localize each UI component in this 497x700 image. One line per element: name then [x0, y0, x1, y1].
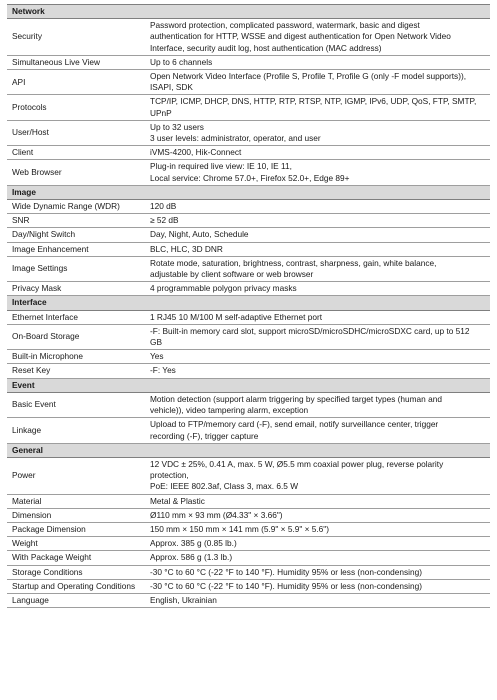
spec-table — [7, 4, 490, 608]
spec-key: Language — [7, 593, 147, 607]
spec-row — [7, 364, 490, 378]
spec-value — [147, 55, 490, 69]
spec-value-line: protection, — [150, 470, 189, 481]
spec-value-line: 150 mm × 150 mm × 141 mm (5.9" × 5.9" × 5.6") — [150, 523, 330, 534]
spec-value — [147, 120, 490, 145]
spec-value — [147, 579, 490, 593]
spec-value — [147, 282, 490, 296]
spec-value-line: Local service: Chrome 57.0+, Firefox 52.0+, Edge 89+ — [150, 172, 350, 183]
spec-value-line: 3 user levels: administrator, operator, and user — [150, 133, 321, 144]
spec-value-line: Upload to FTP/memory card (-F), send email, notify surveillance center, trigger — [150, 419, 439, 430]
spec-key: Weight — [7, 537, 147, 551]
spec-table-body — [7, 5, 490, 608]
spec-row — [7, 228, 490, 242]
spec-value-line: GB — [150, 337, 162, 348]
spec-value — [147, 350, 490, 364]
spec-value-line: Day, Night, Auto, Schedule — [150, 229, 249, 240]
spec-key: With Package Weight — [7, 551, 147, 565]
section-title: Network — [7, 5, 490, 19]
spec-value-line: Ø110 mm × 93 mm (Ø4.33" × 3.66") — [150, 509, 283, 520]
spec-key: Simultaneous Live View — [7, 55, 147, 69]
spec-row — [7, 19, 490, 56]
spec-row — [7, 593, 490, 607]
spec-key: API — [7, 70, 147, 95]
spec-key: User/Host — [7, 120, 147, 145]
spec-value — [147, 418, 490, 443]
section-header — [7, 443, 490, 457]
spec-value-line: Motion detection (support alarm triggering by specified target types (human and — [150, 393, 442, 404]
section-title: General — [7, 443, 490, 457]
spec-row — [7, 350, 490, 364]
spec-value-line: Yes — [150, 351, 164, 362]
spec-value — [147, 200, 490, 214]
spec-value — [147, 19, 490, 56]
spec-key: Wide Dynamic Range (WDR) — [7, 200, 147, 214]
spec-value-line: English, Ukrainian — [150, 594, 217, 605]
spec-value-line: 120 dB — [150, 201, 177, 212]
spec-value-line: -F: Yes — [150, 365, 176, 376]
spec-key: Basic Event — [7, 392, 147, 417]
section-title: Interface — [7, 296, 490, 310]
spec-key: Package Dimension — [7, 522, 147, 536]
spec-value — [147, 494, 490, 508]
spec-key: Linkage — [7, 418, 147, 443]
spec-row — [7, 508, 490, 522]
spec-value-line: TCP/IP, ICMP, DHCP, DNS, HTTP, RTP, RTSP, NTP, IGMP, IPv6, UDP, QoS, FTP, SMTP, — [150, 96, 477, 107]
spec-value-line: 1 RJ45 10 M/100 M self-adaptive Ethernet port — [150, 311, 323, 322]
spec-key: SNR — [7, 214, 147, 228]
spec-value-line: iVMS-4200, Hik-Connect — [150, 147, 242, 158]
spec-key: Material — [7, 494, 147, 508]
spec-value — [147, 242, 490, 256]
spec-value-line: ISAPI, SDK — [150, 82, 193, 93]
spec-value — [147, 310, 490, 324]
spec-value-line: recording (-F), trigger capture — [150, 430, 259, 441]
spec-sheet — [7, 4, 490, 608]
spec-row — [7, 55, 490, 69]
spec-key: Startup and Operating Conditions — [7, 579, 147, 593]
spec-row — [7, 537, 490, 551]
spec-value — [147, 565, 490, 579]
spec-row — [7, 160, 490, 185]
spec-value — [147, 256, 490, 281]
spec-key: Security — [7, 19, 147, 56]
spec-value — [147, 364, 490, 378]
spec-value-line: 4 programmable polygon privacy masks — [150, 283, 297, 294]
spec-value-line: PoE: IEEE 802.3af, Class 3, max. 6.5 W — [150, 481, 299, 492]
spec-key: Power — [7, 457, 147, 494]
spec-row — [7, 146, 490, 160]
spec-row — [7, 418, 490, 443]
spec-value — [147, 160, 490, 185]
spec-value-line: Approx. 586 g (1.3 lb.) — [150, 552, 233, 563]
spec-value — [147, 392, 490, 417]
section-header — [7, 5, 490, 19]
spec-key: Dimension — [7, 508, 147, 522]
spec-row — [7, 392, 490, 417]
spec-value — [147, 537, 490, 551]
spec-value-line: vehicle)), video tampering alarm, exception — [150, 405, 309, 416]
section-header — [7, 378, 490, 392]
section-header — [7, 185, 490, 199]
spec-key: Storage Conditions — [7, 565, 147, 579]
section-title: Image — [7, 185, 490, 199]
spec-value — [147, 593, 490, 607]
spec-key: Image Enhancement — [7, 242, 147, 256]
spec-row — [7, 95, 490, 120]
spec-value-line: -F: Built-in memory card slot, support microSD/microSDHC/microSDXC card, up to 512 — [150, 325, 470, 336]
spec-row — [7, 565, 490, 579]
spec-key: Reset Key — [7, 364, 147, 378]
spec-row — [7, 457, 490, 494]
spec-value-line: ≥ 52 dB — [150, 215, 179, 226]
spec-value — [147, 522, 490, 536]
spec-value — [147, 146, 490, 160]
spec-row — [7, 551, 490, 565]
spec-row — [7, 242, 490, 256]
spec-key: Privacy Mask — [7, 282, 147, 296]
spec-value-line: Password protection, complicated password, watermark, basic and digest — [150, 20, 420, 31]
spec-value-line: Up to 6 channels — [150, 56, 213, 67]
spec-value-line: Metal & Plastic — [150, 495, 205, 506]
spec-key: Image Settings — [7, 256, 147, 281]
spec-value-line: Up to 32 users — [150, 121, 204, 132]
spec-row — [7, 214, 490, 228]
spec-value — [147, 70, 490, 95]
spec-key: Ethernet Interface — [7, 310, 147, 324]
spec-row — [7, 70, 490, 95]
spec-value-line: 12 VDC ± 25%, 0.41 A, max. 5 W, Ø5.5 mm coaxial power plug, reverse polarity — [150, 458, 444, 469]
spec-key: Built-in Microphone — [7, 350, 147, 364]
spec-value — [147, 95, 490, 120]
spec-value — [147, 228, 490, 242]
spec-value-line: -30 °C to 60 °C (-22 °F to 140 °F). Humidity 95% or less (non-condensing) — [150, 566, 422, 577]
spec-key: Client — [7, 146, 147, 160]
spec-value-line: authentication for HTTP, WSSE and digest authentication for Open Network Video — [150, 31, 451, 42]
spec-key: Protocols — [7, 95, 147, 120]
spec-value-line: -30 °C to 60 °C (-22 °F to 140 °F). Humidity 95% or less (non-condensing) — [150, 580, 422, 591]
spec-row — [7, 282, 490, 296]
spec-row — [7, 200, 490, 214]
spec-value — [147, 214, 490, 228]
spec-key: Day/Night Switch — [7, 228, 147, 242]
spec-value-line: Rotate mode, saturation, brightness, contrast, sharpness, gain, white balance, — [150, 257, 437, 268]
spec-row — [7, 310, 490, 324]
spec-value — [147, 551, 490, 565]
spec-value-line: Plug-in required live view: IE 10, IE 11, — [150, 161, 292, 172]
spec-value — [147, 457, 490, 494]
spec-row — [7, 522, 490, 536]
spec-value-line: Approx. 385 g (0.85 lb.) — [150, 538, 237, 549]
spec-value-line: Open Network Video Interface (Profile S, Profile T, Profile G (only -F model supports)), — [150, 71, 467, 82]
spec-value — [147, 324, 490, 349]
spec-row — [7, 324, 490, 349]
spec-value-line: Interface, security audit log, host authentication (MAC address) — [150, 42, 382, 53]
spec-value-line: UPnP — [150, 107, 172, 118]
spec-value — [147, 508, 490, 522]
section-header — [7, 296, 490, 310]
spec-value-line: adjustable by client software or web browser — [150, 269, 314, 280]
spec-row — [7, 579, 490, 593]
section-title: Event — [7, 378, 490, 392]
spec-row — [7, 494, 490, 508]
spec-key: On-Board Storage — [7, 324, 147, 349]
spec-value-line: BLC, HLC, 3D DNR — [150, 243, 223, 254]
spec-key: Web Browser — [7, 160, 147, 185]
spec-row — [7, 120, 490, 145]
spec-row — [7, 256, 490, 281]
